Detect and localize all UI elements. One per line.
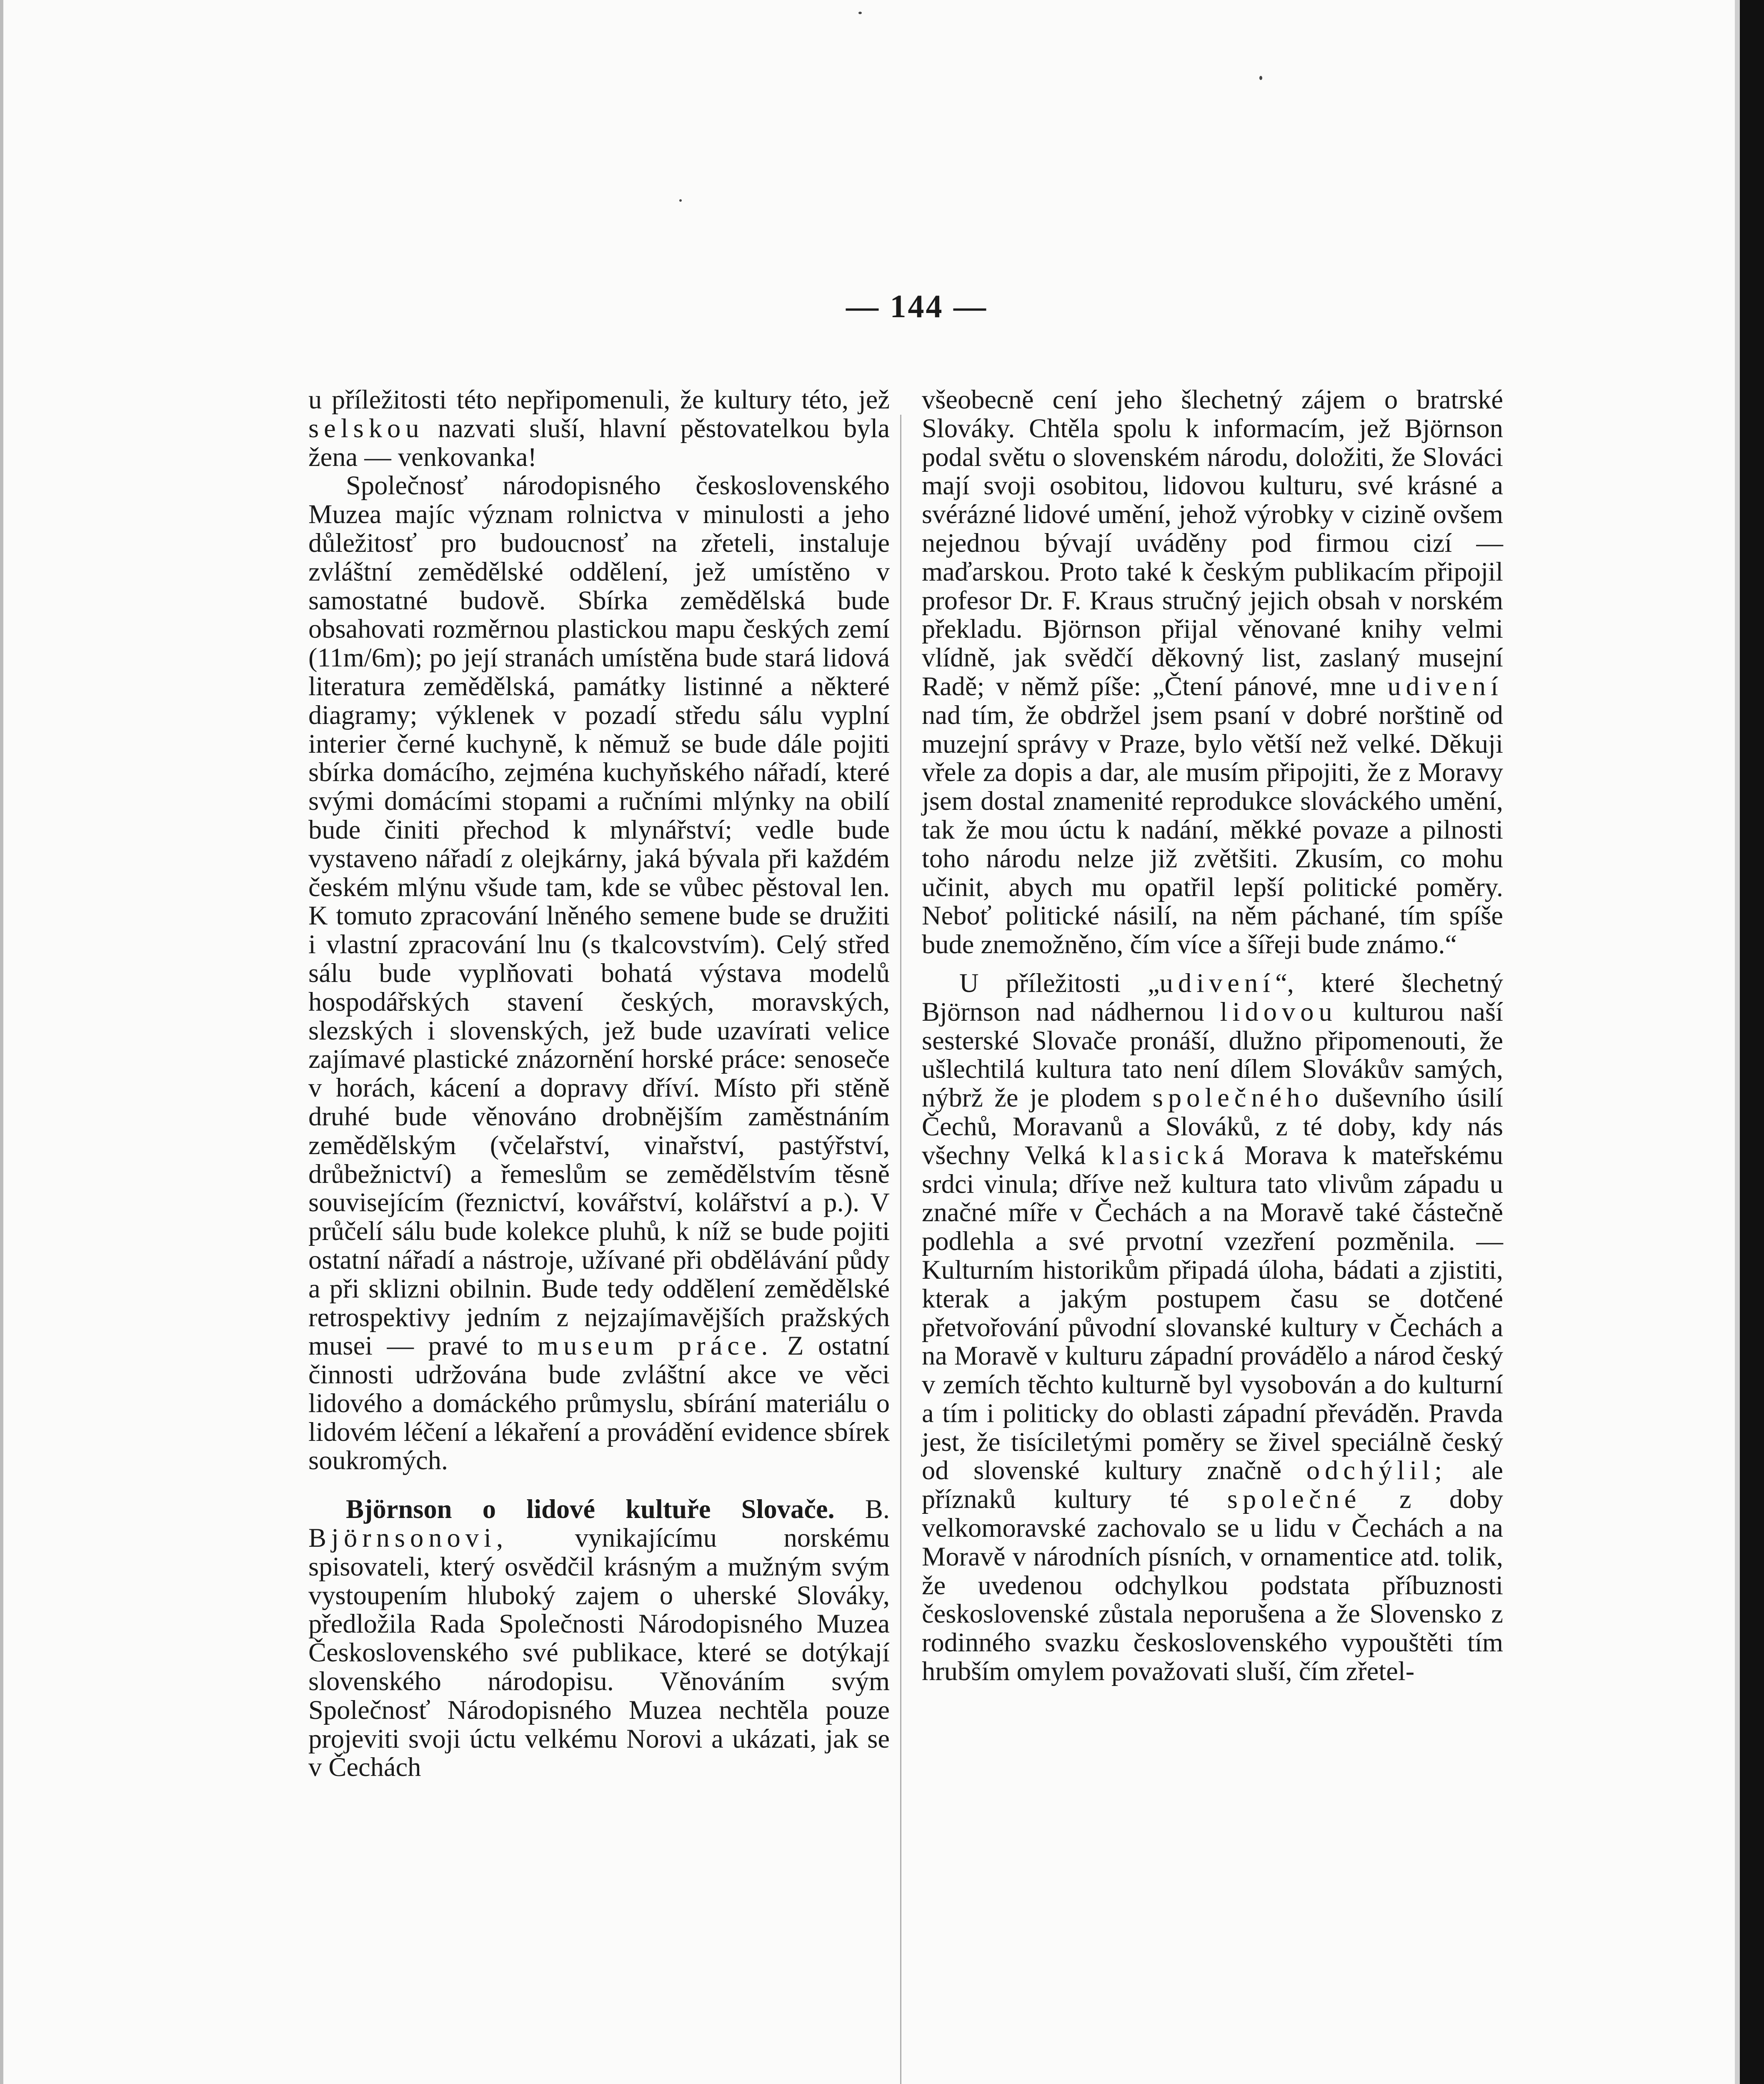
paragraph: Společnosť národopisného československého Muzea majíc význam rolnictva v minulosti a jeho důležitosť pro budoucnosť na zřeteli, instaluje zvláštní zemědělské oddělení, jež umístěno v samostatné budově. Sbírka zemědělská bude obsahovati rozměrnou plastickou mapu českých zemí (11m/6m); po její stranách umístěna bude stará lidová literatura zemědělská, památky listinné a některé diagramy; výklenek v pozadí středu sálu vyplní interier černé kuchyně, k němuž se bude dále pojiti sbírka domácího, zejména kuchyňského nářadí, které svými domácími stopami a ručními mlýnky na obilí bude činiti přechod k mlynářství; vedle bude vystaveno nářadí z olejkárny, jaká bývala při každém českém mlýnu všude tam, kde se vůbec pěstoval len. K tomuto zpracování lněného semene bude se družiti i vlastní zpracování lnu (s tkalcovstvím). Celý střed sálu bude vyplňovati bohatá výstava modelů hospodářských stavení českých, moravských, slezských i slovenských, jež bude uzavírati velice zajímavé plastické znázornění horské práce: senoseče v horách, kácení a dopravy dříví. Místo při stěně druhé bude věnováno drobnějším zaměstnáním zemědělským (včelařství, vinařství, pastýřství, drůbežnictví) a řemeslům se zemědělstvím těsně souvisejícím (řeznictví, kovářství, kolářství a p.). V průčelí sálu bude kolekce pluhů, k níž se bude pojiti ostatní nářadí a nástroje, užívané při obdělávání půdy a při sklizni obilnin. Bude tedy oddělení zemědělské retrospektivy jedním z nejzajímavějších pražských musei — pravé to museum práce. Z ostatní činnosti udržována bude zvláštní akce ve věci lidového a domáckého průmyslu, sbírání materiálu o lidovém léčení a lékaření a provádění evidence sbírek soukromých. <box>308 471 890 1475</box>
scan-edge-right-inner <box>1735 0 1740 2084</box>
column-rule <box>900 415 901 2084</box>
paragraph: Björnson o lidové kultuře Slovače. B. Björnsonovi, vynikajícímu norskému spisovateli, který osvědčil krásným a mužným svým vystoupením hluboký zajem o uherské Slováky, předložila Rada Společnosti Národopisného Muzea Československého své publikace, které se dotýkají slovenského národopisu. Věnováním svým Společnosť Národopisného Muzea nechtěla pouze projeviti svoji úctu velkému Norovi a ukázati, jak se v Čechách <box>308 1494 890 1782</box>
page-number: — 144 — <box>846 288 988 324</box>
scan-speck <box>679 199 682 202</box>
right-column <box>922 386 1503 1686</box>
paragraph: všeobecně cení jeho šlechetný zájem o bratrské Slováky. Chtěla spolu k informacím, jež Björnson podal světu o slovenském národu, doložiti, že Slováci mají svoji osobitou, lidovou kulturu, své krásné a svérázné lidové umění, jehož výrobky v cizině ovšem nejednou bývají uváděny pod firmou cizí — maďarskou. Proto také k českým publikacím připojil profesor Dr. F. Kraus stručný jejich obsah v norském překladu. Björnson přijal věnované knihy velmi vlídně, jak svědčí děkovný list, zaslaný musejní Radě; v němž píše: „Čtení pánové, mne udivení nad tím, že obdržel jsem psaní v dobré norštině od muzejní správy v Praze, bylo větší než velké. Děkuji vřele za dopis a dar, ale musím připojiti, že z Moravy jsem dostal znamenité reprodukce slováckého umění, tak že mou úctu k nadání, měkké povaze a pilnosti toho národu nelze již zvětšiti. Zkusím, co mohu učinit, abych mu opatřil lepší politické poměry. Neboť politické násilí, na něm páchané, tím spíše bude znemožněno, čím více a šířeji bude známo.“ <box>922 385 1504 959</box>
paragraph: u příležitosti této nepřipomenuli, že kultury této, jež selskou nazvati sluší, hlavní pěstovatelkou byla žena — venkovanka! <box>308 385 890 472</box>
scan-edge-right <box>1740 0 1764 2084</box>
section-heading: Björnson o lidové kultuře Slovače. <box>346 1494 835 1524</box>
paragraph: U příležitosti „udivení“, které šlechetný Björnson nad nádhernou lidovou kulturou naší sesterské Slovače pronáší, dlužno připomenouti, že ušlechtilá kultura tato není dílem Slovákův samých, nýbrž že je plodem společného duševního úsilí Čechů, Moravanů a Slováků, z té doby, kdy nás všechny Velká klasická Morava k mateřskému srdci vinula; dříve než kultura tato vlivům západu u značné míře v Čechách a na Moravě také částečně podlehla a své prvotní vzezření pozměnila. — Kulturním historikům připadá úloha, bádati a zjistiti, kterak a jakým postupem času se dotčené přetvořování původní slovanské kultury v Čechách a na Moravě v kulturu západní provádělo a národ český v zemích těchto kulturně byl vysobován a do kulturní a tím i politicky do oblasti západní převáděn. Pravda jest, že tisíciletými poměry se živel speciálně český od slovenské kultury značně odchýlil; ale příznaků kultury té společné z doby velkomoravské zachovalo se u lidu v Čechách a na Moravě v národních písních, v ornamentice atd. tolik, že uvedenou odchylkou podstata příbuznosti československé zůstala neporušena a že Slovensko z rodinného svazku československého vypouštěti tím hrubším omylem považovati sluší, čím zřetel- <box>922 968 1504 1686</box>
scan-speck <box>1259 76 1262 80</box>
scan-edge-left <box>0 0 3 2084</box>
scan-speck <box>858 12 862 14</box>
left-column <box>308 386 890 1782</box>
